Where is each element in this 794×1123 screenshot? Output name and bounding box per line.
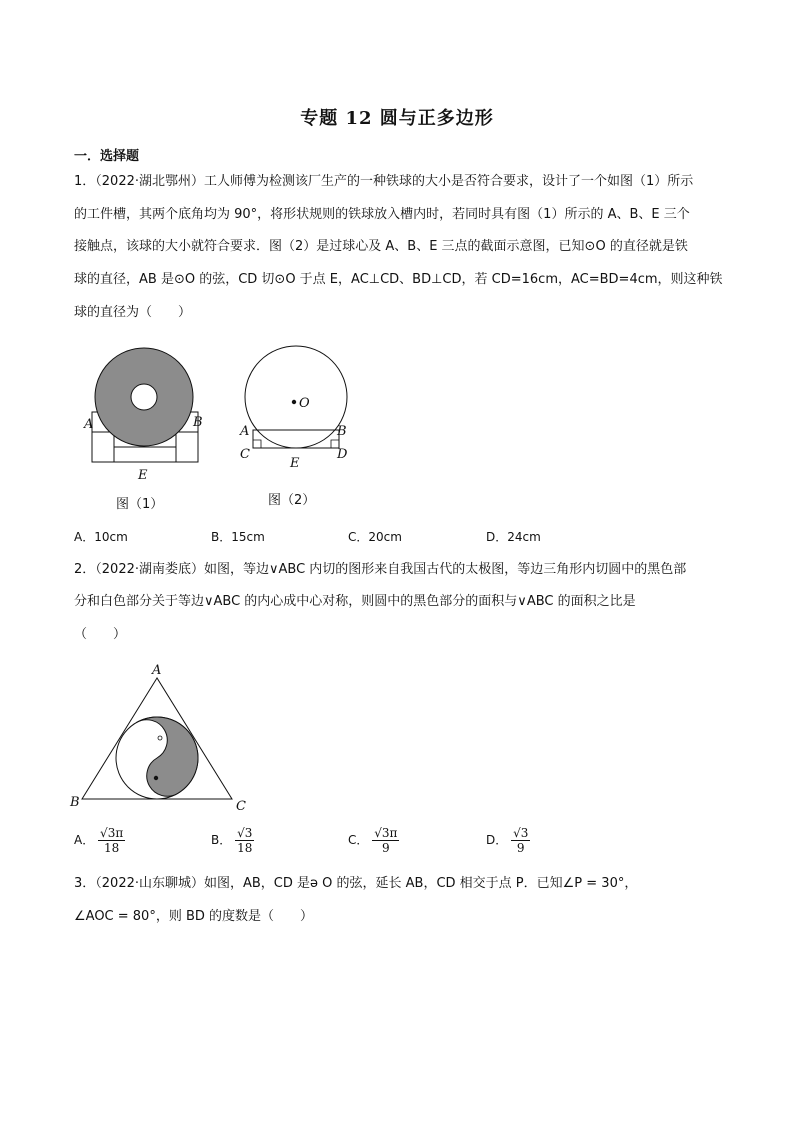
q1-line-3: 接触点，该球的大小就符合要求．图（2）是过球心及 A、B、E 三点的截面示意图，已知⊙O 的直径就是铁 — [74, 239, 688, 254]
tri-label-a: A — [152, 663, 162, 678]
q2-option-b[interactable]: B． $\frac{√3}{18}$ — [211, 826, 253, 855]
fig2-label-d: D — [337, 447, 348, 462]
fig1-label-a: A — [84, 417, 94, 432]
fig1-caption: 图（1） — [116, 497, 164, 512]
fig2-label-b: B — [337, 424, 347, 439]
page-title: 专题 12 圆与正多边形 — [300, 108, 494, 129]
fig2-label-o: O — [299, 396, 310, 411]
taiji-dot-dark — [154, 776, 158, 780]
q1-line-4: 球的直径，AB 是⊙O 的弦，CD 切⊙O 于点 E，AC⊥CD、BD⊥CD，若 CD=16cm，AC=BD=4cm，则这种铁 — [74, 272, 723, 287]
q2-option-c[interactable]: C． $\frac{√3\pi}{9}$ — [348, 826, 398, 855]
tri-label-c: C — [236, 799, 246, 814]
q1-line-2: 的工件槽，其两个底角均为 90°，将形状规则的铁球放入槽内时，若同时具有图（1）所示的 A、B、E 三个 — [74, 207, 690, 222]
section-heading: 一．选择题 — [74, 149, 140, 164]
q2-line-1: 2．（2022·湖南娄底）如图，等边∨ABC 内切的图形来自我国古代的太极图，等边三角形内切圆中的黑色部 — [74, 562, 687, 577]
q3-line-2: ∠AOC = 80°，则 BD 的度数是（ ） — [74, 909, 314, 924]
q1-line-1: 1．（2022·湖北鄂州）工人师傅为检测该厂生产的一种铁球的大小是否符合要求，设计了一个如图（1）所示 — [74, 174, 694, 189]
q1-option-b[interactable]: B．15cm — [211, 530, 265, 544]
q2-option-d[interactable]: D． $\frac{√3}{9}$ — [486, 826, 529, 855]
fig2-label-e: E — [290, 456, 300, 471]
taiji-dot-light — [158, 736, 162, 740]
fig1-label-b: B — [193, 415, 203, 430]
fig2-label-c: C — [240, 447, 250, 462]
q1-option-c[interactable]: C．20cm — [348, 530, 402, 544]
center-point-o — [292, 400, 296, 404]
q1-line-5: 球的直径为（ ） — [74, 305, 192, 320]
tri-label-b: B — [70, 795, 80, 810]
q1-option-a[interactable]: A．10cm — [74, 530, 128, 544]
fig2-label-a: A — [240, 424, 250, 439]
q2-line-3: （ ） — [74, 627, 127, 642]
q2-line-2: 分和白色部分关于等边∨ABC 的内心成中心对称，则圆中的黑色部分的面积与∨ABC 的面积之比是 — [74, 594, 636, 609]
q3-line-1: 3．（2022·山东聊城）如图，AB，CD 是ə O 的弦，延长 AB，CD 相交于点 P．已知∠P = 30°， — [74, 876, 638, 891]
q1-option-d[interactable]: D．24cm — [486, 530, 541, 544]
fig2-caption: 图（2） — [268, 493, 316, 508]
fig1-label-e: E — [138, 468, 148, 483]
q1-figure-2 — [236, 340, 366, 520]
q1-figure-1 — [80, 340, 220, 520]
q2-figure-taiji-triangle — [66, 660, 266, 820]
q2-option-a[interactable]: A． $\frac{√3\pi}{18}$ — [74, 826, 124, 855]
